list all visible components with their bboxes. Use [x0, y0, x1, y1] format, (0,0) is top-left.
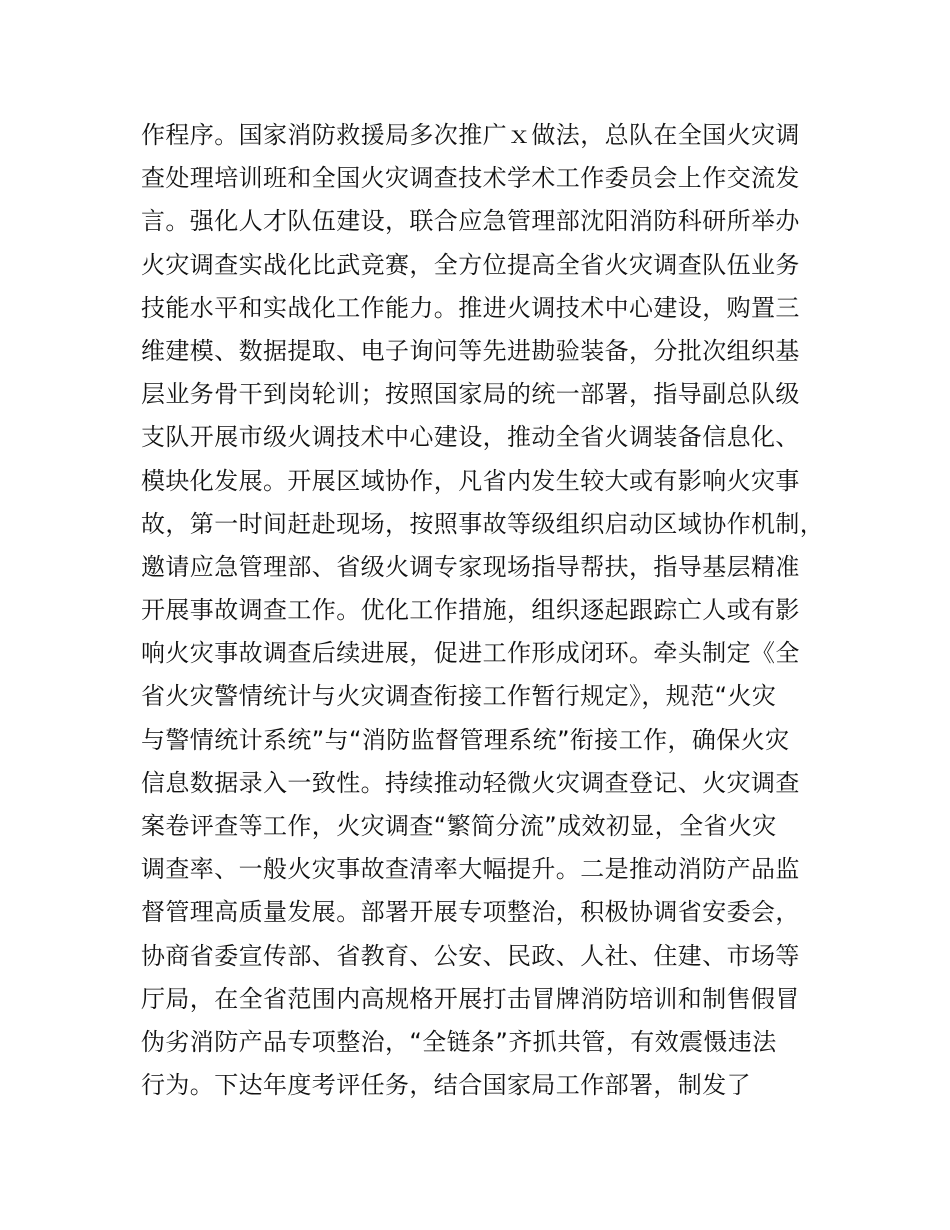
text-line: 协商省委宣传部、省教育、公安、民政、人社、住建、市场等: [141, 941, 800, 970]
text-line: 火灾调查实战化比武竞赛，全方位提高全省火灾调查队伍业务: [141, 250, 800, 279]
text-line: 言。强化人才队伍建设，联合应急管理部沈阳消防科研所举办: [141, 207, 800, 236]
text-line: 维建模、数据提取、电子询问等先进勘验装备，分批次组织基: [141, 336, 800, 365]
text-line: 省火灾警情统计与火灾调查衔接工作暂行规定》，规范“火灾: [141, 682, 777, 711]
text-line: 查处理培训班和全国火灾调查技术学术工作委员会上作交流发: [141, 164, 800, 193]
text-line: 伪劣消防产品专项整治，“全链条”齐抓共管，有效震慑违法: [141, 1027, 777, 1056]
text-line: 调查率、一般火灾事故查清率大幅提升。二是推动消防产品监: [141, 855, 800, 884]
text-line: 信息数据录入一致性。持续推动轻微火灾调查登记、火灾调查: [141, 768, 800, 797]
text-line: 技能水平和实战化工作能力。推进火调技术中心建设，购置三: [141, 293, 800, 322]
text-line: 支队开展市级火调技术中心建设，推动全省火调装备信息化、: [141, 423, 800, 452]
text-line: 督管理高质量发展。部署开展专项整治，积极协调省安委会，: [141, 898, 800, 927]
text-line: 响火灾事故调查后续进展，促进工作形成闭环。牵头制定《全: [141, 639, 800, 668]
text-line: 案卷评查等工作，火灾调查“繁简分流”成效初显，全省火灾: [141, 812, 777, 840]
text-line: 层业务骨干到岗轮训；按照国家局的统一部署，指导副总队级: [141, 380, 800, 409]
text-line: 行为。下达年度考评任务，结合国家局工作部署，制发了: [141, 1071, 751, 1100]
text-line: 模块化发展。开展区域协作，凡省内发生较大或有影响火灾事: [141, 466, 800, 495]
text-line: 开展事故调查工作。优化工作措施，组织逐起跟踪亡人或有影: [141, 596, 800, 625]
text-line: 厅局，在全省范围内高规格开展打击冒牌消防培训和制售假冒: [141, 984, 800, 1013]
text-line: 故，第一时间赶赴现场，按照事故等级组织启动区域协作机制，: [141, 509, 825, 538]
text-line: 与警情统计系统”与“消防监督管理系统”衔接工作，确保火灾: [141, 725, 790, 754]
text-line: 邀请应急管理部、省级火调专家现场指导帮扶，指导基层精准: [141, 552, 800, 581]
text-line: 作程序。国家消防救援局多次推广ｘ做法，总队在全国火灾调: [141, 121, 800, 149]
body-text: [141, 114, 841, 1107]
